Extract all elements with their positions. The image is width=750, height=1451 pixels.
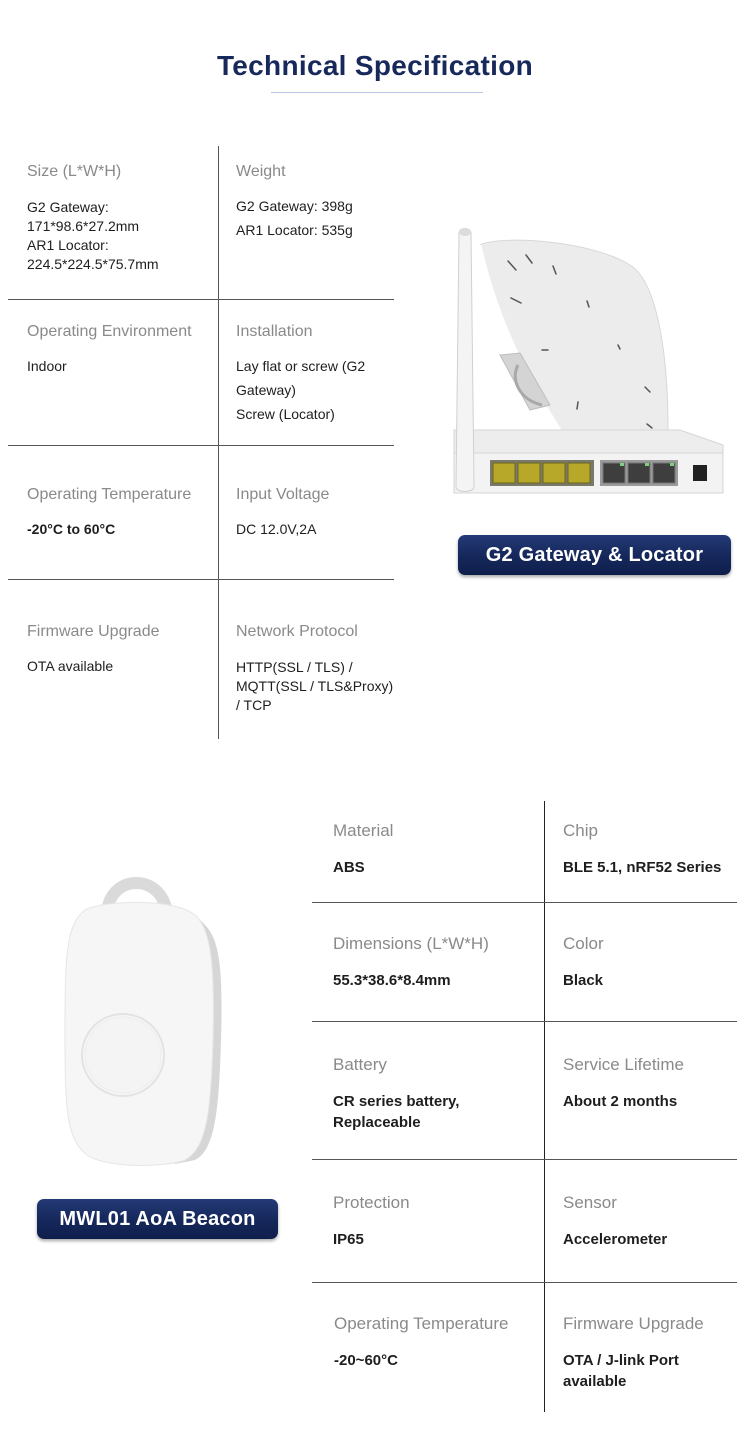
spec-value: G2 Gateway: 398g AR1 Locator: 535g [236,198,353,238]
spec-value: About 2 months [563,1093,678,1110]
spec-value: DC 12.0V,2A [236,521,317,537]
title-underline [271,92,483,93]
divider [312,1021,737,1022]
spec-label: Weight [236,163,286,180]
spec-value: BLE 5.1, nRF52 Series [563,859,722,876]
spec-battery [333,1055,459,1133]
gateway-locator-badge: G2 Gateway & Locator [458,535,731,575]
spec-value: Accelerometer [563,1231,668,1248]
spec-operating-temperature [334,1314,509,1371]
spec-input-voltage [236,485,329,541]
spec-value: CR series battery, Replaceable [333,1093,460,1131]
spec-value: Black [563,972,604,989]
spec-installation [236,322,365,426]
spec-sensor [563,1193,667,1250]
spec-label: Dimensions (L*W*H) [333,934,489,953]
spec-operating-temperature [27,485,191,541]
spec-label: Battery [333,1055,387,1074]
spec-label: Size (L*W*H) [27,163,122,180]
spec-network-protocol [236,622,393,715]
divider [544,801,545,1412]
divider [312,1282,737,1283]
beacon-image [55,870,235,1170]
page-title: Technical Specification [216,50,534,81]
spec-value: Indoor [27,358,67,374]
spec-size [27,162,159,274]
spec-label: Chip [563,821,598,840]
gateway-locator-image [440,225,730,500]
spec-label: Operating Environment [27,323,192,340]
spec-dimensions [333,934,489,991]
spec-label: Operating Temperature [27,486,192,503]
spec-firmware-upgrade [27,622,159,678]
beacon-badge: MWL01 AoA Beacon [37,1199,278,1239]
spec-label: Service Lifetime [563,1055,684,1074]
spec-label: Protection [333,1193,410,1212]
spec-value: 55.3*38.6*8.4mm [333,972,451,989]
beacon-illustration [55,870,235,1170]
spec-color [563,934,604,991]
spec-operating-environment [27,322,192,378]
divider [218,146,219,739]
gateway-locator-illustration [440,225,730,500]
spec-label: Material [333,821,394,840]
spec-label: Firmware Upgrade [27,623,160,640]
divider [312,902,737,903]
spec-label: Firmware Upgrade [563,1314,704,1333]
spec-value: IP65 [333,1231,364,1248]
spec-material [333,821,393,878]
divider [8,299,394,300]
divider [8,445,394,446]
spec-value: G2 Gateway: 171*98.6*27.2mm AR1 Locator: 224.5*224.5*75.7mm [27,199,159,272]
spec-label: Operating Temperature [334,1314,509,1333]
divider [8,579,394,580]
spec-value: -20~60°C [334,1352,398,1369]
spec-label: Input Voltage [236,486,330,503]
spec-service-lifetime [563,1055,684,1112]
spec-label: Installation [236,323,313,340]
divider [312,1159,737,1160]
spec-firmware-upgrade [563,1314,704,1392]
spec-value: HTTP(SSL / TLS) / MQTT(SSL / TLS&Proxy) / TCP [236,659,394,713]
spec-value: OTA available [27,658,114,674]
spec-label: Network Protocol [236,623,358,640]
spec-value: ABS [333,859,365,876]
spec-value: -20°C to 60°C [27,521,116,537]
spec-protection [333,1193,410,1250]
spec-chip [563,821,721,878]
spec-label: Sensor [563,1193,617,1212]
spec-label: Color [563,934,604,953]
spec-value: Lay flat or screw (G2 Gateway) Screw (Locator) [236,358,366,422]
spec-weight [236,162,353,242]
spec-value: OTA / J-link Port available [563,1352,679,1390]
